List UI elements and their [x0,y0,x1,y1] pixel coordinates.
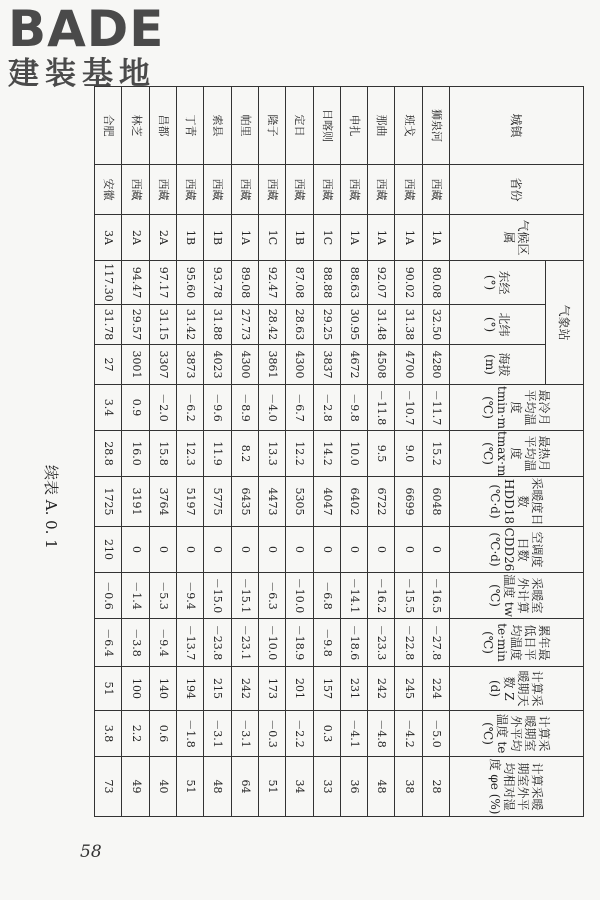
cell-tmax: 16.0 [122,431,149,477]
table-row [422,87,449,817]
cell-lat: 32.50 [422,305,449,345]
cell-province: 西藏 [395,165,422,215]
cell-temin: －23.3 [368,619,395,667]
cell-city: 班戈 [395,87,422,165]
cell-temin: －13.7 [177,619,204,667]
cell-tmin: －11.7 [422,385,449,431]
cell-temin: －18.9 [286,619,313,667]
table-row [395,87,422,817]
table-row [286,87,313,817]
cell-city: 那曲 [368,87,395,165]
header-province: 省份 [450,165,584,215]
cell-alt: 4300 [231,345,258,385]
cell-rh: 34 [286,757,313,817]
cell-tw: －9.4 [177,573,204,619]
cell-temin: －23.8 [204,619,231,667]
cell-lon: 89.08 [231,261,258,305]
cell-z: 224 [422,667,449,711]
cell-zone: 1A [395,215,422,261]
cell-alt: 4672 [340,345,367,385]
cell-rh: 64 [231,757,258,817]
cell-tmax: 10.0 [340,431,367,477]
cell-temin: －18.6 [340,619,367,667]
cell-province: 西藏 [286,165,313,215]
cell-alt: 4280 [422,345,449,385]
cell-temin: －9.8 [313,619,340,667]
cell-city: 定日 [286,87,313,165]
table-row [95,87,122,817]
cell-alt: 3873 [177,345,204,385]
cell-te: －1.8 [177,711,204,757]
header-cdd: 空调度日数 CDD26 (℃·d) [450,527,584,573]
cell-alt: 4700 [395,345,422,385]
cell-alt: 3307 [149,345,176,385]
cell-alt: 3837 [313,345,340,385]
cell-lon: 92.07 [368,261,395,305]
header-tmax: 最热月平均温度 tmax·m (℃) [450,431,584,477]
cell-tmax: 15.8 [149,431,176,477]
cell-hdd: 6435 [231,477,258,527]
cell-city: 林芝 [122,87,149,165]
cell-hdd: 3764 [149,477,176,527]
cell-lat: 31.38 [395,305,422,345]
cell-zone: 1B [204,215,231,261]
cell-tw: －16.2 [368,573,395,619]
cell-cdd: 0 [258,527,285,573]
cell-lat: 28.63 [286,305,313,345]
cell-rh: 73 [95,757,122,817]
cell-lat: 31.48 [368,305,395,345]
cell-alt: 4023 [204,345,231,385]
cell-te: －5.0 [422,711,449,757]
page-number: 58 [80,842,102,862]
cell-alt: 3001 [122,345,149,385]
cell-te: 0.3 [313,711,340,757]
cell-tw: －6.8 [313,573,340,619]
header-te: 计算采暖期室外平均温度 te (℃) [450,711,584,757]
cell-lon: 88.63 [340,261,367,305]
cell-rh: 48 [368,757,395,817]
cell-city: 丁青 [177,87,204,165]
cell-lat: 31.78 [95,305,122,345]
cell-cdd: 0 [313,527,340,573]
cell-z: 100 [122,667,149,711]
header-temin: 累年最低日平均温度 te·min (℃) [450,619,584,667]
cell-temin: －9.4 [149,619,176,667]
cell-hdd: 1725 [95,477,122,527]
cell-tmax: 13.3 [258,431,285,477]
cell-province: 西藏 [177,165,204,215]
cell-tw: －10.0 [286,573,313,619]
cell-cdd: 0 [395,527,422,573]
table-row [313,87,340,817]
cell-z: 245 [395,667,422,711]
cell-lon: 87.08 [286,261,313,305]
cell-z: 231 [340,667,367,711]
cell-tmax: 12.2 [286,431,313,477]
cell-hdd: 6722 [368,477,395,527]
cell-tmin: 3.4 [95,385,122,431]
cell-tmin: －9.6 [204,385,231,431]
header-hdd: 采暖度日数 HDD18 (℃·d) [450,477,584,527]
cell-lat: 29.25 [313,305,340,345]
cell-city: 狮泉河 [422,87,449,165]
cell-lat: 29.57 [122,305,149,345]
cell-tmax: 14.2 [313,431,340,477]
cell-cdd: 0 [204,527,231,573]
cell-hdd: 3191 [122,477,149,527]
cell-temin: －10.0 [258,619,285,667]
cell-cdd: 0 [177,527,204,573]
cell-rh: 38 [395,757,422,817]
cell-city: 日喀则 [313,87,340,165]
table-row [258,87,285,817]
cell-lat: 27.73 [231,305,258,345]
header-z: 计算采暖期天数 Z (d) [450,667,584,711]
header-tmin: 最冷月平均温度 tmin·m (℃) [450,385,584,431]
header-station-group: 气象站 [546,261,584,385]
cell-lon: 92.47 [258,261,285,305]
cell-hdd: 4047 [313,477,340,527]
cell-tmax: 28.8 [95,431,122,477]
cell-tw: －15.1 [231,573,258,619]
cell-temin: －23.1 [231,619,258,667]
cell-z: 201 [286,667,313,711]
cell-lat: 30.95 [340,305,367,345]
cell-te: －2.2 [286,711,313,757]
cell-te: 0.6 [149,711,176,757]
header-altitude: 海拔 (m) [450,345,546,385]
cell-alt: 3861 [258,345,285,385]
cell-hdd: 5775 [204,477,231,527]
cell-zone: 1A [231,215,258,261]
cell-tw: －1.4 [122,573,149,619]
cell-province: 西藏 [340,165,367,215]
cell-tmax: 11.9 [204,431,231,477]
cell-z: 242 [231,667,258,711]
cell-rh: 40 [149,757,176,817]
logo-wordmark: BADE [8,0,165,58]
cell-lon: 95.60 [177,261,204,305]
cell-tw: －14.1 [340,573,367,619]
cell-hdd: 5305 [286,477,313,527]
cell-tmax: 9.5 [368,431,395,477]
cell-tw: －16.5 [422,573,449,619]
cell-province: 西藏 [231,165,258,215]
cell-tmin: －9.8 [340,385,367,431]
cell-hdd: 5197 [177,477,204,527]
cell-z: 242 [368,667,395,711]
cell-tmin: －6.2 [177,385,204,431]
climate-table [94,86,584,817]
cell-rh: 49 [122,757,149,817]
cell-hdd: 6699 [395,477,422,527]
table-row [177,87,204,817]
cell-province: 西藏 [422,165,449,215]
cell-lon: 117.30 [95,261,122,305]
cell-zone: 1B [177,215,204,261]
cell-tmin: －11.8 [368,385,395,431]
table-row [231,87,258,817]
header-longitude: 东经 (°) [450,261,546,305]
cell-tw: －5.3 [149,573,176,619]
cell-cdd: 210 [95,527,122,573]
cell-cdd: 0 [340,527,367,573]
cell-tmin: －2.8 [313,385,340,431]
cell-province: 西藏 [313,165,340,215]
cell-province: 西藏 [204,165,231,215]
cell-lat: 28.42 [258,305,285,345]
cell-tmin: －4.0 [258,385,285,431]
table-row [340,87,367,817]
cell-tmin: －6.7 [286,385,313,431]
cell-te: －4.1 [340,711,367,757]
cell-rh: 51 [177,757,204,817]
table-row [122,87,149,817]
cell-lat: 31.15 [149,305,176,345]
cell-temin: －3.8 [122,619,149,667]
cell-temin: －6.4 [95,619,122,667]
cell-lon: 90.02 [395,261,422,305]
cell-province: 安徽 [95,165,122,215]
cell-tmin: 0.9 [122,385,149,431]
cell-rh: 36 [340,757,367,817]
cell-te: 2.2 [122,711,149,757]
cell-z: 140 [149,667,176,711]
cell-tmin: －2.0 [149,385,176,431]
cell-tw: －6.3 [258,573,285,619]
cell-zone: 2A [149,215,176,261]
cell-province: 西藏 [258,165,285,215]
cell-city: 隆子 [258,87,285,165]
cell-te: －3.1 [231,711,258,757]
cell-city: 帕里 [231,87,258,165]
cell-lon: 94.47 [122,261,149,305]
cell-tmin: －8.9 [231,385,258,431]
cell-hdd: 6048 [422,477,449,527]
cell-te: －4.2 [395,711,422,757]
cell-temin: －27.8 [422,619,449,667]
cell-tmax: 12.3 [177,431,204,477]
table-caption: 续表 A. 0. 1 [42,465,60,549]
cell-cdd: 0 [149,527,176,573]
cell-hdd: 4473 [258,477,285,527]
table-row [368,87,395,817]
cell-rh: 51 [258,757,285,817]
cell-tmin: －10.7 [395,385,422,431]
cell-te: 3.8 [95,711,122,757]
cell-hdd: 6402 [340,477,367,527]
cell-alt: 27 [95,345,122,385]
cell-lon: 97.17 [149,261,176,305]
cell-alt: 4508 [368,345,395,385]
cell-lat: 31.88 [204,305,231,345]
logo-subtitle: 建装基地 [8,56,156,92]
cell-tmax: 8.2 [231,431,258,477]
cell-z: 51 [95,667,122,711]
cell-tw: －15.5 [395,573,422,619]
cell-te: －3.1 [204,711,231,757]
cell-lat: 31.42 [177,305,204,345]
cell-rh: 33 [313,757,340,817]
table-row [149,87,176,817]
cell-zone: 1A [422,215,449,261]
cell-tmax: 9.0 [395,431,422,477]
header-tw: 采暖室外计算温度 tw (℃) [450,573,584,619]
cell-z: 215 [204,667,231,711]
table-row [204,87,231,817]
cell-te: －4.8 [368,711,395,757]
cell-zone: 1A [340,215,367,261]
cell-zone: 1A [368,215,395,261]
cell-province: 西藏 [149,165,176,215]
cell-zone: 1C [313,215,340,261]
cell-z: 157 [313,667,340,711]
cell-zone: 3A [95,215,122,261]
bade-logo [8,0,183,96]
cell-province: 西藏 [122,165,149,215]
climate-table-container [94,86,584,816]
header-latitude: 北纬 (°) [450,305,546,345]
cell-province: 西藏 [368,165,395,215]
cell-z: 194 [177,667,204,711]
cell-city: 合肥 [95,87,122,165]
cell-city: 申扎 [340,87,367,165]
cell-alt: 4300 [286,345,313,385]
cell-tw: －15.0 [204,573,231,619]
cell-cdd: 0 [286,527,313,573]
cell-lon: 88.88 [313,261,340,305]
header-rh: 计算采暖期室外平均相对湿度 φe (%) [450,757,584,817]
cell-cdd: 0 [231,527,258,573]
cell-te: －0.3 [258,711,285,757]
cell-tw: －0.6 [95,573,122,619]
cell-zone: 2A [122,215,149,261]
cell-z: 173 [258,667,285,711]
cell-lon: 93.78 [204,261,231,305]
cell-zone: 1C [258,215,285,261]
cell-rh: 28 [422,757,449,817]
cell-cdd: 0 [122,527,149,573]
cell-city: 索县 [204,87,231,165]
header-city: 城镇 [450,87,584,165]
header-climate-zone: 气候区属 [450,215,584,261]
cell-rh: 48 [204,757,231,817]
cell-zone: 1B [286,215,313,261]
cell-lon: 80.08 [422,261,449,305]
cell-tmax: 15.2 [422,431,449,477]
cell-temin: －22.8 [395,619,422,667]
cell-city: 昌都 [149,87,176,165]
cell-cdd: 0 [368,527,395,573]
cell-cdd: 0 [422,527,449,573]
